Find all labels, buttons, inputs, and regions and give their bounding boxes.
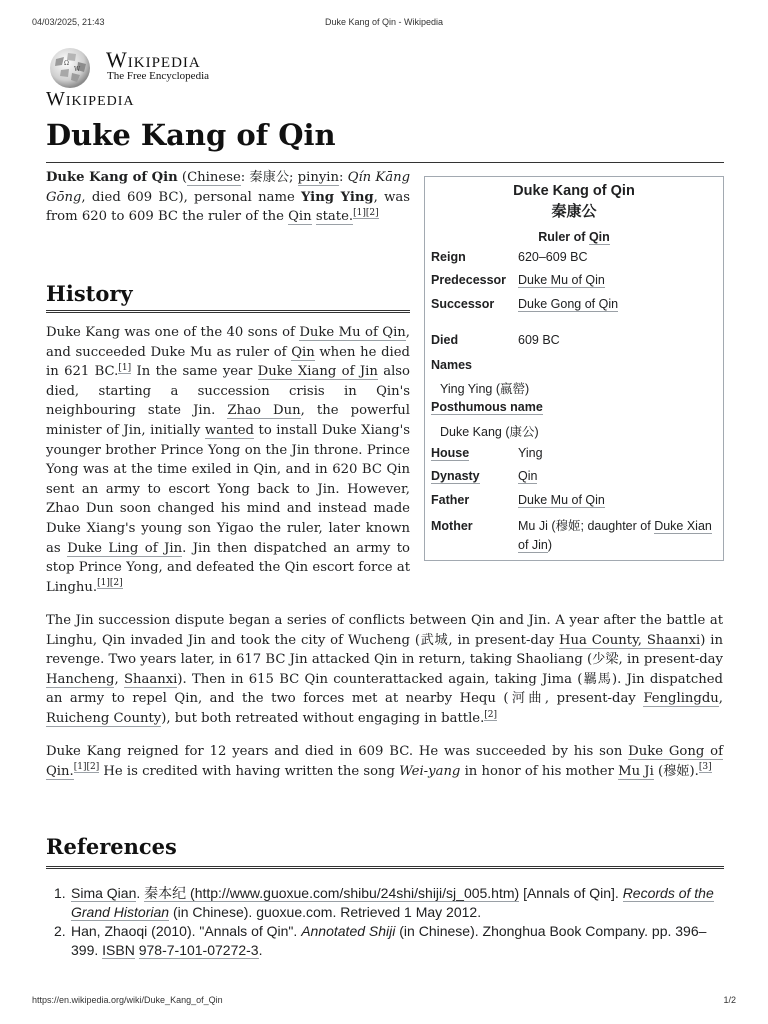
fenglingdu-link[interactable]: Fenglingdu (643, 691, 719, 707)
history-paragraph-2: The Jin succession dispute began a series of conflicts between Qin and Jin. A year after the battle at Linghu, Qin invaded Jin and took the city of Wucheng (武城, in present-day Hua County, Shaanxi) in revenge. Two years later, in 617 BC Jin attacked Qin in return, taking Shaoliang (少梁, in present-day Hancheng, Shaanxi). Then in 615 BC Qin counterattacked again, taking Jima (羈馬). Jin dispatched an army to repel Qin, and the two forces met at nearby Hequ (河曲, present-day Fenglingdu, Ruicheng County), but both retreated without engaging in battle.[2] (46, 613, 723, 726)
successor-link[interactable]: Duke Gong of Qin (518, 297, 619, 311)
infobox-names-value: Ying Ying (嬴罃) (440, 382, 530, 396)
print-page-title: Duke Kang of Qin - Wikipedia (324, 17, 444, 27)
wikipedia-wordmark-small[interactable]: Wikipedia (46, 88, 135, 110)
print-page-number: 1/2 (723, 995, 736, 1005)
reference-item: 1. Sima Qian. 秦本纪 (http://www.guoxue.com/shibu/24shi/shiji/sj_005.htm) [Annals of Qin]. Records of the Grand Historian (in Chinese). guoxue.com. Retrieved 1 May 2012. (54, 885, 714, 920)
zhao-dun-link[interactable]: Zhao Dun (227, 403, 301, 419)
chinese-name: 秦康公 (249, 170, 290, 185)
duke-xian-link[interactable]: Duke Xian of Jin (518, 519, 712, 552)
history-heading: History (46, 281, 133, 306)
duke-gong-link[interactable]: Duke Gong of Qin. (46, 744, 723, 779)
citation-1[interactable]: [1] (118, 362, 132, 373)
qin-link-2[interactable]: Qin (291, 344, 315, 360)
citation-1[interactable]: [1] (97, 578, 110, 589)
print-url: https://en.wikipedia.org/wiki/Duke_Kang_of_Qin (32, 995, 223, 1005)
hancheng-link[interactable]: Hancheng (46, 671, 115, 687)
print-header (32, 17, 736, 27)
house-link[interactable]: House (431, 446, 470, 460)
infobox-row-mother: Mother Mu Ji (穆姬; daughter of Duke Xian of Jin) (431, 519, 712, 552)
infobox-ruler-of: Ruler of Qin (538, 230, 610, 244)
duke-mu-link[interactable]: Duke Mu of Qin (299, 325, 406, 340)
shaanxi-link[interactable]: Shaanxi (123, 671, 178, 687)
posthumous-name-link[interactable]: Posthumous name (431, 400, 543, 414)
infobox-subtitle: 秦康公 (551, 203, 597, 220)
state-link[interactable]: state. (315, 209, 354, 225)
title-divider (46, 162, 724, 163)
print-timestamp: 04/03/2025, 21:43 (32, 17, 105, 27)
history-divider (46, 310, 410, 313)
svg-text:Ω: Ω (64, 60, 69, 67)
references-heading: References (46, 834, 177, 859)
personal-name: Ying Ying (301, 189, 374, 205)
infobox: Duke Kang of Qin 秦康公 Ruler of Qin Reign 620–609 BC Predecessor Duke Mu of Qin Successor Duke Gong of Qin Died 609 BC Names Ying Ying (嬴罃) Posthumous name Duke Kang (康公) House Ying Dynasty Qin Father Duke Mu of Qin Mother Mu Ji (穆姬; daughter of Duke Xian of Jin) (424, 176, 724, 561)
chinese-link[interactable]: Chinese (187, 170, 241, 185)
infobox-title: Duke Kang of Qin (513, 183, 635, 199)
reference-item: 2. Han, Zhaoqi (2010). "Annals of Qin". Annotated Shiji (in Chinese). Zhonghua Book Company. pp. 396–399. ISBN 978-7-101-07272-3. (54, 923, 707, 958)
infobox-names-label: Names (431, 358, 472, 372)
wanted-link[interactable]: wanted (204, 422, 255, 438)
history-paragraph-3: Duke Kang reigned for 12 years and died in 609 BC. He was succeeded by his son Duke Gong of Qin.[1][2] He is credited with having written the song Wei-yang in honor of his mother Mu Ji (穆姬).[3] (46, 744, 723, 779)
citation-2[interactable]: [2] (484, 709, 498, 720)
duke-ling-link[interactable]: Duke Ling of Jin (67, 540, 183, 556)
citation-2[interactable]: [2] (86, 762, 100, 773)
references-list (46, 884, 716, 960)
ruler-of-qin-link[interactable]: Qin (588, 230, 610, 244)
citation-1[interactable]: [1] (73, 762, 87, 773)
print-footer (32, 995, 736, 1005)
duke-xiang-link[interactable]: Duke Xiang of Jin (257, 364, 378, 380)
citation-3[interactable]: [3] (698, 762, 712, 773)
ruicheng-county-link[interactable]: Ruicheng County (46, 710, 162, 726)
history-paragraph-1: Duke Kang was one of the 40 sons of Duke Mu of Qin, and succeeded Duke Mu as ruler of Qin when he died in 621 BC.[1] In the same year Duke Xiang of Jin also died, starting a succession crisis in Qin's neighbouring state Jin. Zhao Dun, the powerful minister of Jin, initially wanted to install Duke Xiang's younger brother Prince Yong on the Jin throne. Prince Yong was at the time exiled in Qin, and in 620 BC Qin sent an army to escort Yong back to Jin. However, Zhao Dun soon changed his mind and instead made Duke Xiang's young son Yigao the ruler, later known as Duke Ling of Jin. Jin then dispatched an army to stop Prince Yong, and defeated the Qin escort force at Linghu.[1][2] (46, 325, 411, 595)
dynasty-qin-link[interactable]: Qin (518, 469, 538, 483)
pinyin-name: Qín Kāng Gōng (46, 170, 411, 205)
isbn-link[interactable]: ISBN (102, 942, 135, 958)
song-title: Wei-yang (399, 763, 461, 779)
isbn-number-link[interactable]: 978-7-101-07272-3 (138, 942, 259, 958)
citation-2[interactable]: [2] (109, 578, 123, 589)
annals-of-qin-link[interactable]: 秦本纪 (http://www.guoxue.com/shibu/24shi/shiji/sj_005.htm) (144, 885, 520, 901)
wikipedia-wordmark[interactable]: Wikipedia (106, 47, 201, 72)
lead-name: Duke Kang of Qin (46, 170, 178, 185)
wikipedia-tagline: The Free Encyclopedia (107, 70, 210, 82)
dynasty-link[interactable]: Dynasty (431, 469, 480, 483)
predecessor-link[interactable]: Duke Mu of Qin (518, 273, 605, 287)
svg-text:W: W (74, 66, 81, 73)
hua-county-link[interactable]: Hua County, Shaanxi (559, 632, 701, 648)
records-grand-historian-link[interactable]: Records of the Grand Historian (71, 885, 714, 920)
lead-paragraph: Duke Kang of Qin (Chinese: 秦康公; pinyin: Qín Kāng Gōng, died 609 BC), personal name Ying Ying, was from 620 to 609 BC the ruler of the Qin state.[1][2] (46, 170, 411, 225)
citation-2[interactable]: [2] (365, 207, 379, 218)
father-link[interactable]: Duke Mu of Qin (518, 493, 605, 507)
sima-qian-link[interactable]: Sima Qian (71, 885, 137, 901)
mu-ji-link[interactable]: Mu Ji (618, 763, 654, 779)
citation-1[interactable]: [1] (353, 207, 366, 218)
infobox-posthumous-value: Duke Kang (康公) (440, 425, 539, 439)
page-title: Duke Kang of Qin (46, 118, 336, 152)
pinyin-link[interactable]: pinyin (297, 170, 339, 185)
wikipedia-globe-icon[interactable] (46, 45, 94, 89)
qin-link[interactable]: Qin (288, 209, 312, 225)
references-divider (46, 866, 724, 869)
